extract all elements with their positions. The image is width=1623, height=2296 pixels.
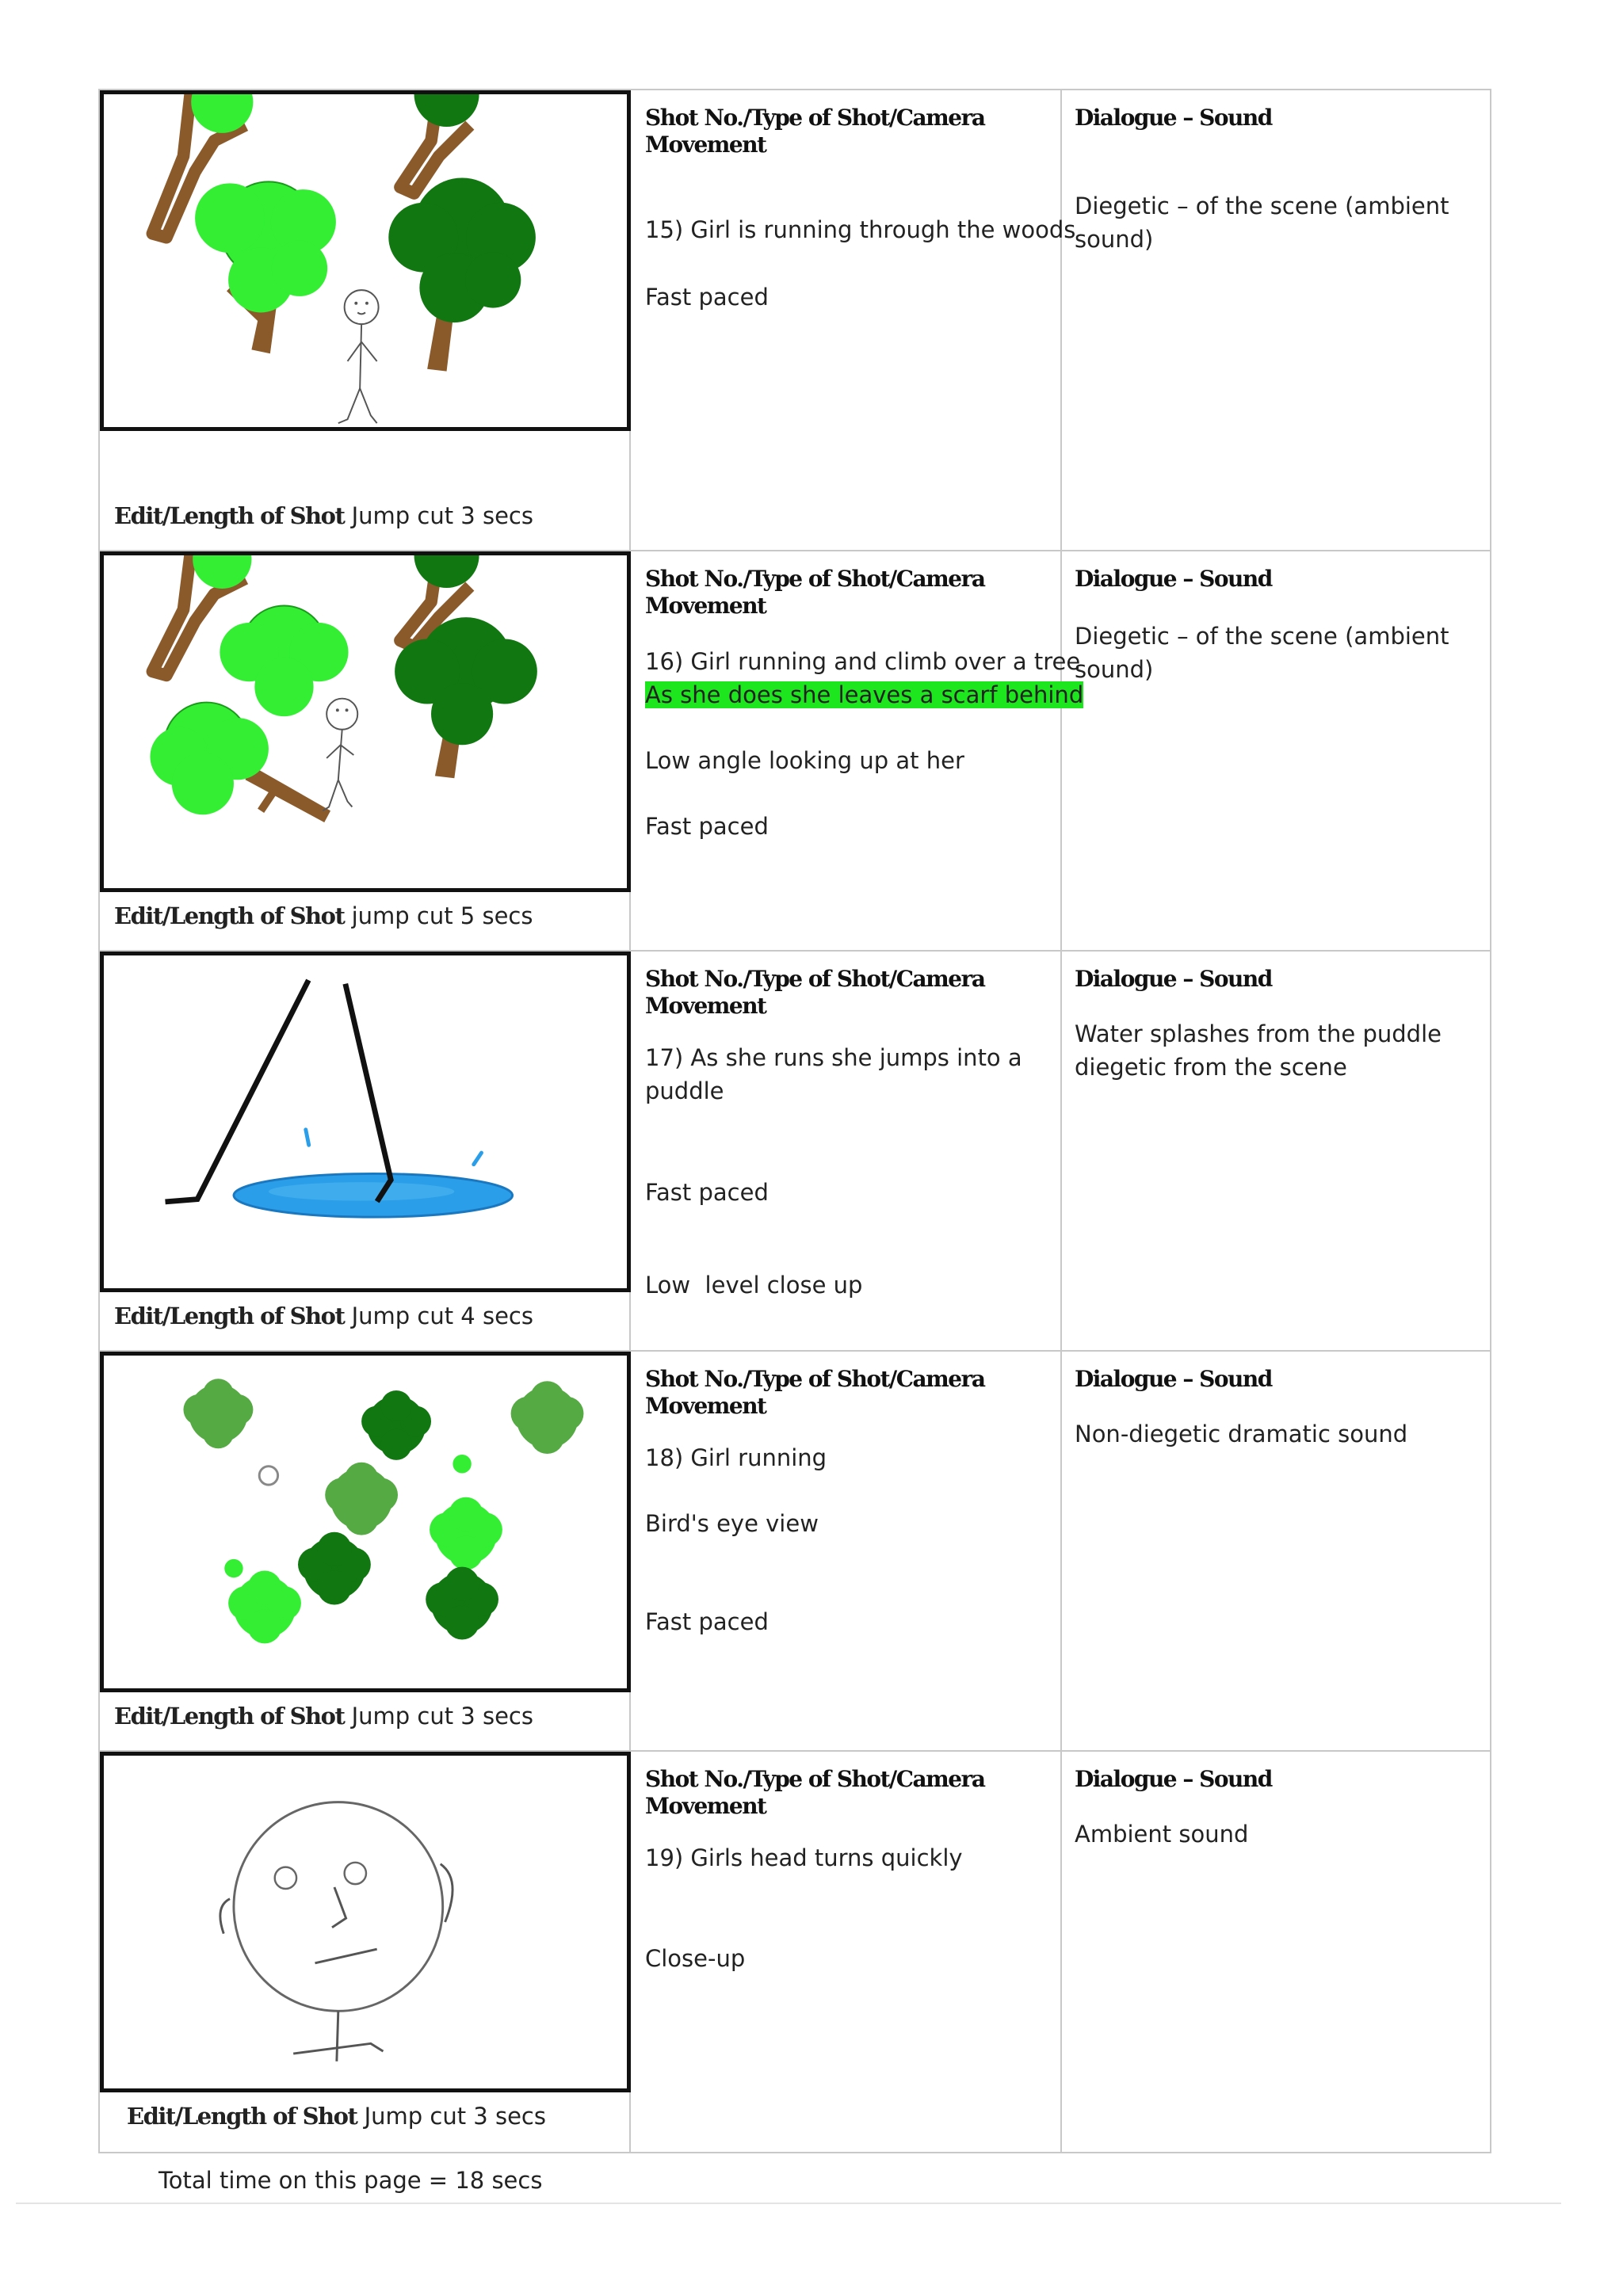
dialogue-column-header: Dialogue – Sound (1075, 966, 1272, 992)
shot-column-header: Shot No./Type of Shot/Camera Movement (645, 566, 985, 619)
shot-column-header: Shot No./Type of Shot/Camera Movement (645, 105, 985, 158)
shot-description-line: Fast paced (645, 1608, 769, 1635)
dialogue-column-header: Dialogue – Sound (1075, 566, 1272, 592)
dialogue-sound-text: Diegetic – of the scene (ambient sound) (1075, 193, 1449, 253)
shot-description-line (645, 678, 1083, 711)
dialogue-column-header: Dialogue – Sound (1075, 1366, 1272, 1392)
shot-description-line: 17) As she runs she jumps into a puddle (645, 1044, 1022, 1104)
dialogue-sound-text: Ambient sound (1075, 1821, 1249, 1848)
dialogue-sound-cell (1075, 1766, 1479, 1793)
edit-length-label: Edit/Length of Shot jump cut 5 secs (114, 902, 533, 929)
shot-description-line: Low level close up (645, 1272, 863, 1299)
birds-eye-tree-tops-sketch (104, 1356, 627, 1688)
edit-length-value: Jump cut 3 secs (364, 2103, 546, 2130)
shot-description-cell (645, 1766, 1049, 1820)
total-time-footer: Total time on this page = 18 secs (158, 2167, 543, 2194)
shot-description-cell (645, 966, 1049, 1020)
dialogue-sound-text: Diegetic – of the scene (ambient sound) (1075, 623, 1449, 683)
edit-length-value: jump cut 5 secs (351, 902, 533, 929)
face-close-up-sketch (104, 1756, 627, 2088)
storyboard-table (98, 89, 1491, 2153)
shot-description-cell (645, 566, 1049, 620)
dialogue-column-header: Dialogue – Sound (1075, 1766, 1272, 1792)
shot-column-header: Shot No./Type of Shot/Camera Movement (645, 1366, 985, 1419)
edit-length-label: Edit/Length of Shot Jump cut 3 secs (114, 1703, 533, 1730)
edit-length-value: Jump cut 3 secs (351, 502, 533, 529)
shot-description-line: Fast paced (645, 813, 769, 840)
highlighted-note: As she does she leaves a scarf behind (645, 681, 1084, 708)
dialogue-sound-cell (1075, 966, 1479, 993)
shot-description-cell (645, 105, 1049, 158)
dialogue-sound-cell (1075, 1366, 1479, 1393)
edit-length-value: Jump cut 4 secs (351, 1302, 533, 1329)
trees-and-stick-figure-sketch (104, 94, 627, 427)
storyboard-frame-head-close-up (100, 1752, 631, 2092)
dialogue-sound-text: Non-diegetic dramatic sound (1075, 1421, 1408, 1447)
dialogue-sound-cell (1075, 105, 1479, 132)
edit-length-label: Edit/Length of Shot Jump cut 3 secs (114, 502, 533, 529)
shot-description-line: Close-up (645, 1945, 746, 1972)
shot-description-line: 16) Girl running and climb over a tree (645, 648, 1081, 675)
trees-and-climbing-figure-sketch (104, 555, 627, 888)
shot-description-cell (645, 1366, 1049, 1420)
dialogue-sound-text: Water splashes from the puddle diegetic from the scene (1075, 1020, 1442, 1081)
shot-column-header: Shot No./Type of Shot/Camera Movement (645, 1766, 985, 1819)
shot-description-line: Low angle looking up at her (645, 747, 964, 774)
shot-description-line: Fast paced (645, 1179, 769, 1206)
storyboard-frame-birds-eye (100, 1352, 631, 1692)
storyboard-frame-puddle-jump (100, 952, 631, 1292)
edit-length-label: Edit/Length of Shot Jump cut 3 secs (127, 2103, 546, 2130)
shot-description-line: Bird's eye view (645, 1510, 819, 1537)
edit-length-label: Edit/Length of Shot Jump cut 4 secs (114, 1302, 533, 1329)
shot-description-line: 18) Girl running (645, 1444, 827, 1471)
column-divider (1060, 90, 1062, 2152)
shot-description-line: 15) Girl is running through the woods (645, 216, 1076, 243)
dialogue-column-header: Dialogue – Sound (1075, 105, 1272, 131)
legs-and-puddle-sketch (104, 955, 627, 1288)
storyboard-frame-running-woods (100, 90, 631, 431)
storyboard-frame-climb-tree (100, 551, 631, 892)
dialogue-sound-cell (1075, 566, 1479, 593)
page-bottom-divider (16, 2203, 1561, 2204)
shot-description-line: 19) Girls head turns quickly (645, 1844, 963, 1871)
shot-column-header: Shot No./Type of Shot/Camera Movement (645, 966, 985, 1019)
shot-description-line: Fast paced (645, 284, 769, 311)
edit-length-value: Jump cut 3 secs (351, 1703, 533, 1730)
